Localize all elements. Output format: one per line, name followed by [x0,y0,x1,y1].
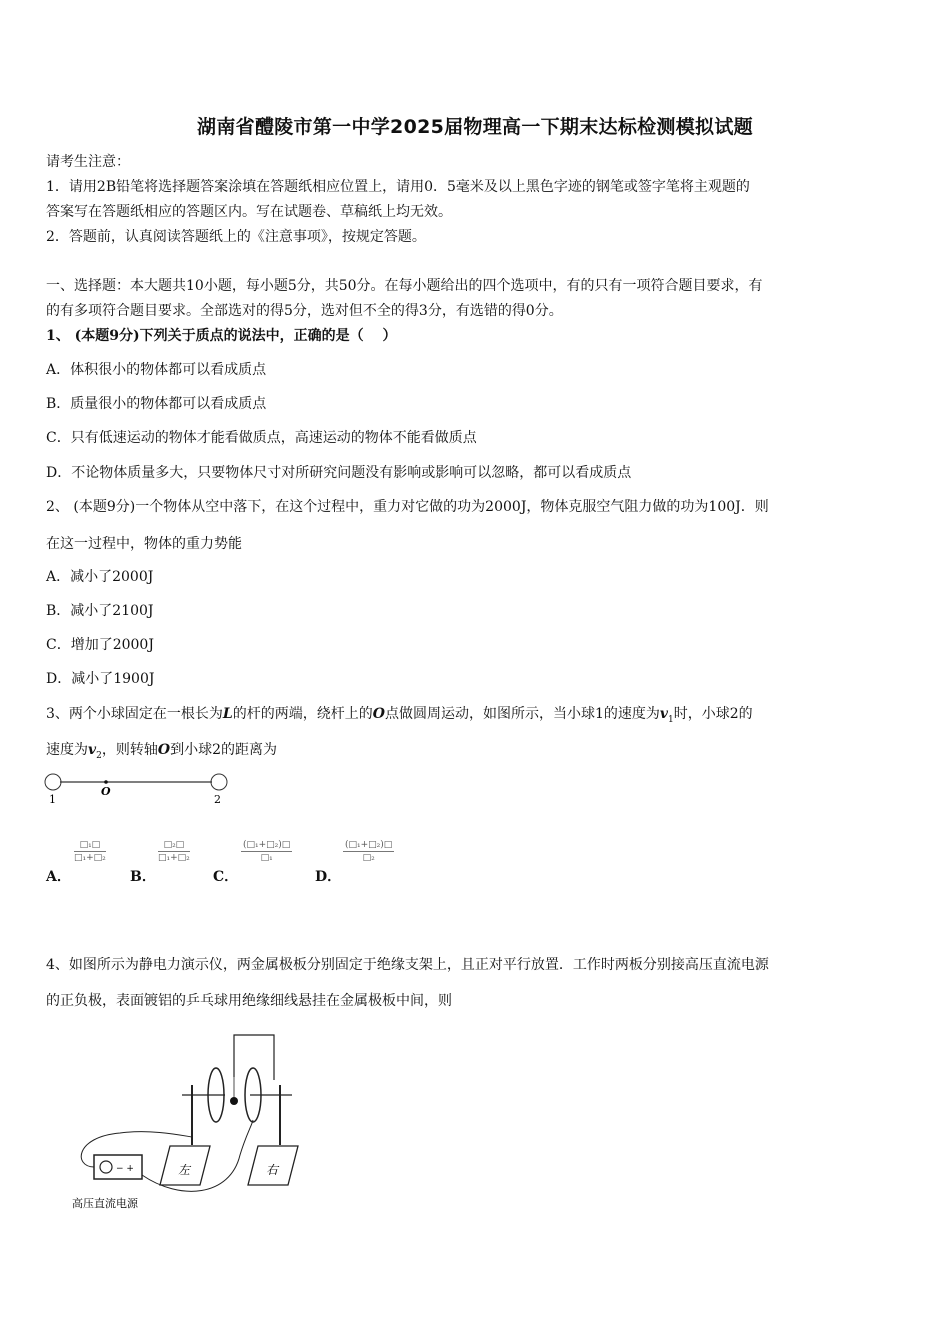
q1-option-d: D．不论物体质量多大，只要物体尺寸对所研究问题没有影响或影响可以忽略，都可以看成质点 [46,465,632,481]
label-ball-2: 2 [214,793,221,806]
q2-option-c: C．增加了2000J [46,637,154,653]
q2-option-a: A．减小了2000J [46,569,154,585]
power-supply-label: 高压直流电源 [72,1197,138,1210]
option-letter: B． [130,869,156,885]
q3-text: 时，小球2的 [673,706,753,722]
q3-text: 的杆的两端，绕杆上的 [232,706,373,722]
page-title: 湖南省醴陵市第一中学2025届物理高一下期末达标检测模拟试题 [197,116,753,138]
label-ball-1: 1 [49,793,56,806]
fraction-denominator: □₁+□₂ [74,853,106,863]
q3-var-v2-sub: 2 [96,750,102,761]
q2-option-b: B．减小了2100J [46,603,154,619]
q2-stem-line1: 2、 (本题9分)一个物体从空中落下，在这个过程中，重力对它做的功为2000J，物体克服空气阻力做的功为100J．则 [46,499,769,515]
fraction [74,840,106,863]
fraction-numerator: (□₁+□₂)□ [345,840,393,850]
section-instructions-line1: 一、选择题：本大题共10小题，每小题5分，共50分。在每小题给出的四个选项中，有的只有一项符合题目要求，有 [46,278,763,294]
section-instructions-line2: 的有多项符合题目要求。全部选对的得5分，选对但不全的得3分，有选错的得0分。 [46,303,563,319]
q3-text: 到小球2的距离为 [170,742,277,758]
option-letter: A． [46,869,71,885]
fraction-denominator: □₁ [260,853,273,863]
fraction [241,840,292,863]
option-letter: D． [315,869,342,885]
fraction [158,840,190,863]
q1-option-b: B．质量很小的物体都可以看成质点 [46,396,267,412]
left-label: 左 [178,1163,191,1177]
option-letter: C． [213,869,239,885]
fraction-denominator: □₂ [362,853,375,863]
q4-electrostatic-apparatus-figure [60,1025,320,1215]
fraction-denominator: □₁+□₂ [158,853,190,863]
q2-option-d: D．减小了1900J [46,671,155,687]
q3-stem-line1 [46,704,753,730]
q3-rod-figure [44,770,234,810]
q3-stem-line2 [46,740,277,766]
q3-var-v1-sub: 1 [668,714,674,725]
notice-heading: 请考生注意： [46,154,130,170]
q1-stem: 1、 (本题9分)下列关于质点的说法中，正确的是（ ） [46,328,397,344]
q4-stem-line2: 的正负极，表面镀铝的乒乓球用绝缘细线悬挂在金属极板中间，则 [46,993,452,1009]
q3-var-v2: v [88,742,97,758]
top-wire [234,1035,274,1080]
pivot-point [104,780,108,784]
fraction-numerator: □₁□ [74,840,106,852]
notice-item1-line2: 答案写在答题纸相应的答题区内。写在试题卷、草稿纸上均无效。 [46,204,452,220]
ping-pong-ball [230,1097,238,1105]
q4-stem-line1: 4、如图所示为静电力演示仪，两金属极板分别固定于绝缘支架上，且正对平行放置．工作时两板分别接高压直流电源 [46,957,769,973]
q3-var-O: O [372,706,385,722]
right-label: 右 [266,1163,279,1177]
q1-option-c: C．只有低速运动的物体才能看做质点，高速运动的物体不能看做质点 [46,430,477,446]
q3-text: 3、两个小球固定在一根长为 [46,706,223,722]
label-pivot-o: O [101,785,111,798]
ball-2 [211,774,227,790]
q2-stem-line2: 在这一过程中，物体的重力势能 [46,536,242,552]
q3-var-L: L [222,706,233,722]
q3-var-O: O [157,742,171,758]
fraction [343,840,394,863]
notice-item2: 2．答题前，认真阅读答题纸上的《注意事项》，按规定答题。 [46,229,426,245]
power-supply-terminals: − + [116,1164,134,1174]
q3-text: 点做圆周运动，如图所示，当小球1的速度为 [384,706,660,722]
q3-var-v1: v [659,706,669,722]
fraction-numerator: □₂□ [158,840,190,852]
q3-text: 速度为 [46,742,88,758]
q1-option-a: A．体积很小的物体都可以看成质点 [46,362,267,378]
ball-1 [45,774,61,790]
notice-item1-line1: 1．请用2B铅笔将选择题答案涂填在答题纸相应位置上，请用0．5毫米及以上黑色字迹的钢笔或签字笔将主观题的 [46,179,750,195]
q3-text: ，则转轴 [101,742,158,758]
fraction-numerator: (□₁+□₂)□ [243,840,291,850]
q3-options [46,840,466,890]
